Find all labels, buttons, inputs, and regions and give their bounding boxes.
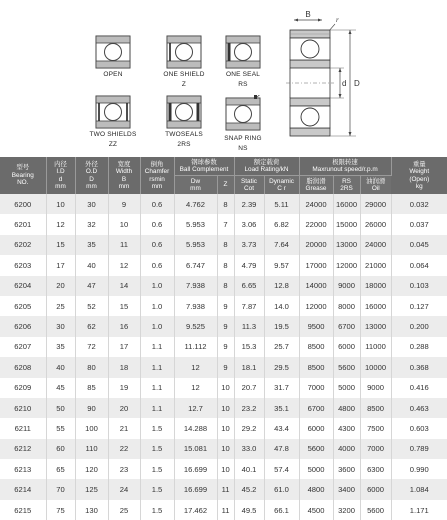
cell-grease-speed: 6000 — [299, 418, 333, 438]
cell-rs-speed: 3400 — [333, 479, 360, 499]
table-row — [0, 255, 447, 275]
cell-dynamic-load: 61.0 — [264, 479, 299, 499]
header-weight: 重量 Weight (Open) kg — [391, 157, 447, 194]
cell-bearing-no: 6207 — [0, 337, 46, 357]
cell-static-load: 11.3 — [234, 316, 264, 336]
cell-bearing-no: 6213 — [0, 459, 46, 479]
cell-width: 25 — [108, 500, 140, 520]
open-bearing-icon — [95, 35, 131, 69]
cell-ball-dw: 16.699 — [174, 479, 217, 499]
two-shields-bearing-icon — [95, 95, 131, 129]
cell-static-load: 29.2 — [234, 418, 264, 438]
spec-table-body — [0, 194, 447, 520]
table-row — [0, 479, 447, 499]
cell-oil-speed: 6300 — [360, 459, 391, 479]
cell-rs-speed: 15000 — [333, 214, 360, 234]
cell-outer-diameter: 125 — [75, 479, 108, 499]
header-dynamic: Dynamic C r — [264, 176, 299, 195]
cell-bearing-no: 6202 — [0, 235, 46, 255]
cell-oil-speed: 5600 — [360, 500, 391, 520]
cell-ball-z: 8 — [217, 255, 234, 275]
cell-oil-speed: 8500 — [360, 398, 391, 418]
seal-caption-2: RS — [238, 81, 248, 88]
cell-width: 9 — [108, 194, 140, 214]
cell-ball-z: 9 — [217, 296, 234, 316]
cell-bearing-no: 6203 — [0, 255, 46, 275]
table-row — [0, 418, 447, 438]
seal-figure-open — [77, 35, 149, 81]
cell-weight: 0.603 — [391, 418, 447, 438]
table-row — [0, 337, 447, 357]
cell-chamfer: 0.6 — [140, 235, 174, 255]
cell-chamfer: 1.5 — [140, 479, 174, 499]
cell-dynamic-load: 57.4 — [264, 459, 299, 479]
cell-static-load: 2.39 — [234, 194, 264, 214]
cell-chamfer: 0.6 — [140, 194, 174, 214]
cell-oil-speed: 7000 — [360, 439, 391, 459]
seal-caption-2: NS — [238, 145, 248, 152]
cell-rs-speed: 16000 — [333, 194, 360, 214]
cell-grease-speed: 9500 — [299, 316, 333, 336]
seal-caption-1: OPEN — [103, 71, 123, 78]
table-row — [0, 235, 447, 255]
cell-inner-diameter: 12 — [46, 214, 75, 234]
cell-outer-diameter: 62 — [75, 316, 108, 336]
dim-label-r: r — [336, 16, 339, 24]
cell-grease-speed: 8500 — [299, 337, 333, 357]
cell-width: 18 — [108, 357, 140, 377]
one-shield-bearing-icon — [166, 35, 202, 69]
cell-ball-dw: 15.081 — [174, 439, 217, 459]
snap-ring-bearing-icon — [221, 95, 265, 133]
bearing-dimension-drawing — [282, 8, 442, 154]
cell-grease-speed: 17000 — [299, 255, 333, 275]
cell-chamfer: 1.1 — [140, 337, 174, 357]
cell-weight: 0.045 — [391, 235, 447, 255]
cell-ball-dw: 9.525 — [174, 316, 217, 336]
cell-grease-speed: 5000 — [299, 459, 333, 479]
dim-label-big-d: D — [354, 79, 360, 88]
cell-chamfer: 1.0 — [140, 276, 174, 296]
cell-oil-speed: 16000 — [360, 296, 391, 316]
cell-weight: 0.368 — [391, 357, 447, 377]
table-row — [0, 357, 447, 377]
header-od: 外径 O.D D mm — [75, 157, 108, 194]
cell-static-load: 3.06 — [234, 214, 264, 234]
cell-ball-z: 8 — [217, 276, 234, 296]
cell-ball-z: 8 — [217, 194, 234, 214]
cell-grease-speed: 20000 — [299, 235, 333, 255]
cell-inner-diameter: 20 — [46, 276, 75, 296]
header-oil: 油润滑 Oil — [360, 176, 391, 195]
cell-dynamic-load: 5.11 — [264, 194, 299, 214]
cell-rs-speed: 4000 — [333, 439, 360, 459]
cell-chamfer: 0.6 — [140, 214, 174, 234]
cell-outer-diameter: 30 — [75, 194, 108, 214]
cell-outer-diameter: 52 — [75, 296, 108, 316]
cell-inner-diameter: 75 — [46, 500, 75, 520]
dim-label-small-d: d — [342, 79, 347, 88]
cell-dynamic-load: 19.5 — [264, 316, 299, 336]
cell-ball-z: 10 — [217, 459, 234, 479]
cell-rs-speed: 12000 — [333, 255, 360, 275]
header-id: 内径 I.D d mm — [46, 157, 75, 194]
cell-weight: 1.171 — [391, 500, 447, 520]
cell-inner-diameter: 10 — [46, 194, 75, 214]
cell-ball-dw: 14.288 — [174, 418, 217, 438]
cell-ball-dw: 12 — [174, 357, 217, 377]
cell-chamfer: 1.0 — [140, 316, 174, 336]
cell-chamfer: 1.5 — [140, 500, 174, 520]
header-dw: Dw mm — [174, 176, 217, 195]
cell-dynamic-load: 43.4 — [264, 418, 299, 438]
cell-grease-speed: 24000 — [299, 194, 333, 214]
cell-outer-diameter: 90 — [75, 398, 108, 418]
cell-static-load: 4.79 — [234, 255, 264, 275]
cell-bearing-no: 6208 — [0, 357, 46, 377]
seal-caption-1: TWOSEALS — [165, 131, 203, 138]
cell-static-load: 15.3 — [234, 337, 264, 357]
cell-dynamic-load: 35.1 — [264, 398, 299, 418]
cell-chamfer: 1.1 — [140, 378, 174, 398]
cell-static-load: 20.7 — [234, 378, 264, 398]
cell-weight: 0.103 — [391, 276, 447, 296]
cell-ball-dw: 12 — [174, 378, 217, 398]
cell-inner-diameter: 30 — [46, 316, 75, 336]
cell-inner-diameter: 17 — [46, 255, 75, 275]
cell-rs-speed: 5000 — [333, 378, 360, 398]
cell-weight: 0.990 — [391, 459, 447, 479]
header-speed: 极限转速 Maxrunout speed/r.p.m — [299, 157, 391, 176]
two-seals-bearing-icon — [166, 95, 202, 129]
cell-static-load: 33.0 — [234, 439, 264, 459]
cell-bearing-no: 6209 — [0, 378, 46, 398]
table-row — [0, 439, 447, 459]
header-static: Static Cot — [234, 176, 264, 195]
header-ball-complement: 钢球参数 Ball Complement — [174, 157, 234, 176]
cell-ball-z: 11 — [217, 500, 234, 520]
cell-bearing-no: 6214 — [0, 479, 46, 499]
cell-ball-dw: 12.7 — [174, 398, 217, 418]
cell-inner-diameter: 45 — [46, 378, 75, 398]
table-row — [0, 500, 447, 520]
cell-grease-speed: 8500 — [299, 357, 333, 377]
cell-ball-dw: 16.699 — [174, 459, 217, 479]
header-bearing: 型号 Bearing NO. — [0, 157, 46, 194]
cell-rs-speed: 9000 — [333, 276, 360, 296]
seal-figure-snap-ring — [207, 95, 279, 153]
cell-weight: 0.288 — [391, 337, 447, 357]
cell-outer-diameter: 35 — [75, 235, 108, 255]
dim-label-b: B — [305, 10, 311, 19]
cell-dynamic-load: 14.0 — [264, 296, 299, 316]
seal-caption-2: Z — [181, 81, 187, 88]
cell-oil-speed: 21000 — [360, 255, 391, 275]
header-z: Z — [217, 176, 234, 195]
cell-oil-speed: 10000 — [360, 357, 391, 377]
cell-ball-z: 8 — [217, 235, 234, 255]
one-seal-bearing-icon — [225, 35, 261, 69]
cell-outer-diameter: 120 — [75, 459, 108, 479]
cell-grease-speed: 5600 — [299, 439, 333, 459]
cell-inner-diameter: 55 — [46, 418, 75, 438]
header-chamfer: 倒角 Chamfer rsmin mm — [140, 157, 174, 194]
cell-ball-z: 9 — [217, 316, 234, 336]
table-row — [0, 276, 447, 296]
table-header-row — [0, 157, 447, 176]
cell-ball-dw: 17.462 — [174, 500, 217, 520]
cell-weight: 0.463 — [391, 398, 447, 418]
cell-width: 23 — [108, 459, 140, 479]
cell-static-load: 18.1 — [234, 357, 264, 377]
cell-weight: 0.032 — [391, 194, 447, 214]
cell-grease-speed: 7000 — [299, 378, 333, 398]
cell-ball-z: 7 — [217, 214, 234, 234]
cell-dynamic-load: 31.7 — [264, 378, 299, 398]
cell-rs-speed: 13000 — [333, 235, 360, 255]
cell-ball-dw: 6.747 — [174, 255, 217, 275]
cell-outer-diameter: 47 — [75, 276, 108, 296]
cell-weight: 0.200 — [391, 316, 447, 336]
seal-figure-two-shields — [77, 95, 149, 149]
cell-weight: 0.127 — [391, 296, 447, 316]
cell-static-load: 6.65 — [234, 276, 264, 296]
cell-weight: 0.064 — [391, 255, 447, 275]
cell-static-load: 45.2 — [234, 479, 264, 499]
cell-weight: 1.084 — [391, 479, 447, 499]
cell-grease-speed: 4500 — [299, 500, 333, 520]
cell-ball-dw: 11.112 — [174, 337, 217, 357]
cell-dynamic-load: 66.1 — [264, 500, 299, 520]
seal-caption-1: ONE SHIELD — [163, 71, 205, 78]
cell-oil-speed: 29000 — [360, 194, 391, 214]
cell-inner-diameter: 65 — [46, 459, 75, 479]
cell-chamfer: 1.5 — [140, 439, 174, 459]
cell-inner-diameter: 50 — [46, 398, 75, 418]
cell-dynamic-load: 9.57 — [264, 255, 299, 275]
cell-outer-diameter: 40 — [75, 255, 108, 275]
header-grease: 脂润滑 Grease — [299, 176, 333, 195]
cell-inner-diameter: 35 — [46, 337, 75, 357]
cell-static-load: 23.2 — [234, 398, 264, 418]
cell-bearing-no: 6206 — [0, 316, 46, 336]
cell-bearing-no: 6212 — [0, 439, 46, 459]
cell-ball-dw: 7.938 — [174, 276, 217, 296]
cell-dynamic-load: 47.8 — [264, 439, 299, 459]
cell-width: 10 — [108, 214, 140, 234]
cell-width: 15 — [108, 296, 140, 316]
seal-caption-2: ZZ — [108, 141, 118, 148]
cell-width: 17 — [108, 337, 140, 357]
cell-grease-speed: 6700 — [299, 398, 333, 418]
cell-ball-dw: 7.938 — [174, 296, 217, 316]
cell-width: 22 — [108, 439, 140, 459]
cell-outer-diameter: 72 — [75, 337, 108, 357]
cell-static-load: 7.87 — [234, 296, 264, 316]
cell-width: 14 — [108, 276, 140, 296]
cell-grease-speed: 14000 — [299, 276, 333, 296]
table-row — [0, 398, 447, 418]
cell-weight: 0.037 — [391, 214, 447, 234]
cell-ball-dw: 5.953 — [174, 235, 217, 255]
cell-ball-z: 10 — [217, 418, 234, 438]
cell-chamfer: 1.5 — [140, 459, 174, 479]
seal-figure-one-seal — [207, 35, 279, 89]
cell-ball-z: 10 — [217, 439, 234, 459]
cell-grease-speed: 4800 — [299, 479, 333, 499]
cell-ball-dw: 5.953 — [174, 214, 217, 234]
cell-ball-dw: 4.762 — [174, 194, 217, 214]
cell-outer-diameter: 85 — [75, 378, 108, 398]
cell-oil-speed: 13000 — [360, 316, 391, 336]
cell-rs-speed: 8000 — [333, 296, 360, 316]
cell-static-load: 40.1 — [234, 459, 264, 479]
cell-rs-speed: 3600 — [333, 459, 360, 479]
cell-oil-speed: 26000 — [360, 214, 391, 234]
cell-rs-speed: 4800 — [333, 398, 360, 418]
cell-chamfer: 0.6 — [140, 255, 174, 275]
cell-inner-diameter: 25 — [46, 296, 75, 316]
cell-inner-diameter: 40 — [46, 357, 75, 377]
cell-static-load: 49.5 — [234, 500, 264, 520]
cell-bearing-no: 6201 — [0, 214, 46, 234]
cell-width: 16 — [108, 316, 140, 336]
cell-width: 19 — [108, 378, 140, 398]
cell-bearing-no: 6210 — [0, 398, 46, 418]
cell-grease-speed: 22000 — [299, 214, 333, 234]
cell-ball-z: 9 — [217, 357, 234, 377]
cell-outer-diameter: 110 — [75, 439, 108, 459]
cell-bearing-no: 6215 — [0, 500, 46, 520]
cell-width: 20 — [108, 398, 140, 418]
cell-dynamic-load: 29.5 — [264, 357, 299, 377]
cell-bearing-no: 6211 — [0, 418, 46, 438]
cell-ball-z: 10 — [217, 398, 234, 418]
cell-grease-speed: 12000 — [299, 296, 333, 316]
spec-table — [0, 157, 447, 520]
spec-table-container — [0, 157, 447, 520]
header-load-rating: 额定载荷 Load Rating/kN — [234, 157, 299, 176]
table-row — [0, 316, 447, 336]
cell-dynamic-load: 7.64 — [264, 235, 299, 255]
cell-oil-speed: 6000 — [360, 479, 391, 499]
cell-chamfer: 1.0 — [140, 296, 174, 316]
cell-oil-speed: 24000 — [360, 235, 391, 255]
cell-bearing-no: 6204 — [0, 276, 46, 296]
cell-inner-diameter: 70 — [46, 479, 75, 499]
cell-rs-speed: 5600 — [333, 357, 360, 377]
cell-width: 21 — [108, 418, 140, 438]
cell-width: 12 — [108, 255, 140, 275]
cell-outer-diameter: 100 — [75, 418, 108, 438]
table-row — [0, 459, 447, 479]
cell-bearing-no: 6200 — [0, 194, 46, 214]
cell-oil-speed: 9000 — [360, 378, 391, 398]
cell-inner-diameter: 15 — [46, 235, 75, 255]
cell-width: 11 — [108, 235, 140, 255]
cell-ball-z: 10 — [217, 378, 234, 398]
table-row — [0, 296, 447, 316]
header-rs: RS 2RS — [333, 176, 360, 195]
cell-bearing-no: 6205 — [0, 296, 46, 316]
cell-oil-speed: 7500 — [360, 418, 391, 438]
header-width: 宽度 Width B mm — [108, 157, 140, 194]
cell-ball-z: 9 — [217, 337, 234, 357]
cell-weight: 0.416 — [391, 378, 447, 398]
seal-caption-1: ONE SEAL — [225, 71, 261, 78]
table-row — [0, 378, 447, 398]
seal-caption-2: 2RS — [177, 141, 191, 148]
cell-oil-speed: 11000 — [360, 337, 391, 357]
seal-caption-1: TWO SHIELDS — [89, 131, 137, 138]
cell-weight: 0.789 — [391, 439, 447, 459]
cell-oil-speed: 18000 — [360, 276, 391, 296]
cell-rs-speed: 4300 — [333, 418, 360, 438]
cell-rs-speed: 6000 — [333, 337, 360, 357]
cell-rs-speed: 3200 — [333, 500, 360, 520]
cell-chamfer: 1.5 — [140, 418, 174, 438]
cell-chamfer: 1.1 — [140, 357, 174, 377]
table-row — [0, 214, 447, 234]
cell-dynamic-load: 12.8 — [264, 276, 299, 296]
cell-ball-z: 11 — [217, 479, 234, 499]
seal-caption-1: SNAP RING — [224, 135, 262, 142]
cell-width: 24 — [108, 479, 140, 499]
cell-rs-speed: 6700 — [333, 316, 360, 336]
cell-inner-diameter: 60 — [46, 439, 75, 459]
cell-outer-diameter: 130 — [75, 500, 108, 520]
cell-dynamic-load: 6.82 — [264, 214, 299, 234]
cell-outer-diameter: 32 — [75, 214, 108, 234]
cell-chamfer: 1.1 — [140, 398, 174, 418]
cell-dynamic-load: 25.7 — [264, 337, 299, 357]
table-row — [0, 194, 447, 214]
cell-static-load: 3.73 — [234, 235, 264, 255]
cell-outer-diameter: 80 — [75, 357, 108, 377]
